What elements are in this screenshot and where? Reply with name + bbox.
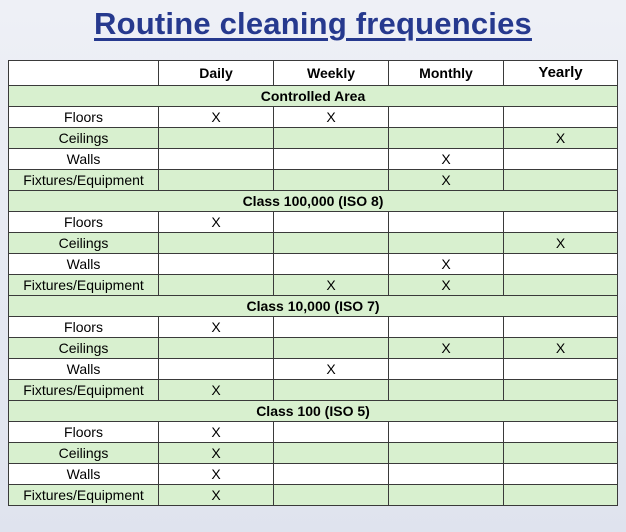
weekly-cell — [274, 485, 389, 506]
weekly-cell — [274, 338, 389, 359]
yearly-cell — [504, 359, 618, 380]
row-label: Fixtures/Equipment — [9, 170, 159, 191]
section-header-row — [9, 401, 618, 422]
section-header-row — [9, 86, 618, 107]
daily-cell — [159, 338, 274, 359]
weekly-cell — [274, 380, 389, 401]
row-label: Ceilings — [9, 233, 159, 254]
row-label: Walls — [9, 464, 159, 485]
section-title: Class 100 (ISO 5) — [9, 401, 618, 422]
daily-cell: X — [159, 212, 274, 233]
header-weekly: Weekly — [274, 61, 389, 86]
header-daily: Daily — [159, 61, 274, 86]
monthly-cell — [389, 233, 504, 254]
section-title: Class 100,000 (ISO 8) — [9, 191, 618, 212]
yearly-cell — [504, 464, 618, 485]
weekly-cell: X — [274, 359, 389, 380]
yearly-cell: X — [504, 128, 618, 149]
table-row — [9, 380, 618, 401]
daily-cell: X — [159, 443, 274, 464]
yearly-cell — [504, 212, 618, 233]
yearly-cell — [504, 380, 618, 401]
daily-cell: X — [159, 485, 274, 506]
monthly-cell — [389, 485, 504, 506]
header-blank — [9, 61, 159, 86]
section-header-row — [9, 296, 618, 317]
row-label: Fixtures/Equipment — [9, 380, 159, 401]
table-row — [9, 422, 618, 443]
section-header-row — [9, 191, 618, 212]
daily-cell — [159, 170, 274, 191]
monthly-cell: X — [389, 275, 504, 296]
row-label: Ceilings — [9, 128, 159, 149]
table-row — [9, 254, 618, 275]
monthly-cell: X — [389, 170, 504, 191]
cleaning-frequency-table — [8, 60, 618, 506]
monthly-cell — [389, 317, 504, 338]
header-row — [9, 61, 618, 86]
daily-cell: X — [159, 107, 274, 128]
daily-cell — [159, 149, 274, 170]
row-label: Floors — [9, 317, 159, 338]
monthly-cell — [389, 107, 504, 128]
yearly-cell — [504, 107, 618, 128]
weekly-cell — [274, 422, 389, 443]
weekly-cell: X — [274, 107, 389, 128]
monthly-cell — [389, 359, 504, 380]
yearly-cell — [504, 254, 618, 275]
row-label: Floors — [9, 212, 159, 233]
table-row — [9, 464, 618, 485]
yearly-cell — [504, 485, 618, 506]
weekly-cell — [274, 233, 389, 254]
yearly-cell — [504, 170, 618, 191]
weekly-cell — [274, 464, 389, 485]
row-label: Ceilings — [9, 443, 159, 464]
table-row — [9, 485, 618, 506]
row-label: Walls — [9, 149, 159, 170]
daily-cell — [159, 233, 274, 254]
table-row — [9, 212, 618, 233]
monthly-cell — [389, 443, 504, 464]
section-title: Controlled Area — [9, 86, 618, 107]
table-row — [9, 128, 618, 149]
daily-cell — [159, 275, 274, 296]
header-monthly: Monthly — [389, 61, 504, 86]
weekly-cell — [274, 170, 389, 191]
monthly-cell: X — [389, 338, 504, 359]
daily-cell: X — [159, 317, 274, 338]
table-row — [9, 443, 618, 464]
daily-cell: X — [159, 422, 274, 443]
weekly-cell — [274, 212, 389, 233]
yearly-cell — [504, 275, 618, 296]
daily-cell: X — [159, 464, 274, 485]
weekly-cell — [274, 317, 389, 338]
monthly-cell — [389, 212, 504, 233]
table-row — [9, 149, 618, 170]
weekly-cell: X — [274, 275, 389, 296]
header-yearly: Yearly — [504, 61, 618, 86]
daily-cell: X — [159, 380, 274, 401]
monthly-cell: X — [389, 254, 504, 275]
monthly-cell — [389, 464, 504, 485]
table-row — [9, 107, 618, 128]
daily-cell — [159, 359, 274, 380]
row-label: Fixtures/Equipment — [9, 275, 159, 296]
monthly-cell: X — [389, 149, 504, 170]
table-row — [9, 359, 618, 380]
monthly-cell — [389, 380, 504, 401]
weekly-cell — [274, 128, 389, 149]
daily-cell — [159, 254, 274, 275]
yearly-cell — [504, 422, 618, 443]
yearly-cell — [504, 443, 618, 464]
daily-cell — [159, 128, 274, 149]
weekly-cell — [274, 443, 389, 464]
table-row — [9, 275, 618, 296]
table-row — [9, 317, 618, 338]
yearly-cell: X — [504, 233, 618, 254]
row-label: Walls — [9, 359, 159, 380]
yearly-cell — [504, 317, 618, 338]
weekly-cell — [274, 254, 389, 275]
row-label: Ceilings — [9, 338, 159, 359]
row-label: Walls — [9, 254, 159, 275]
yearly-cell: X — [504, 338, 618, 359]
table-row — [9, 338, 618, 359]
table-row — [9, 233, 618, 254]
weekly-cell — [274, 149, 389, 170]
row-label: Floors — [9, 107, 159, 128]
monthly-cell — [389, 422, 504, 443]
table-row — [9, 170, 618, 191]
yearly-cell — [504, 149, 618, 170]
section-title: Class 10,000 (ISO 7) — [9, 296, 618, 317]
row-label: Floors — [9, 422, 159, 443]
row-label: Fixtures/Equipment — [9, 485, 159, 506]
page-title: Routine cleaning frequencies — [94, 6, 532, 41]
monthly-cell — [389, 128, 504, 149]
